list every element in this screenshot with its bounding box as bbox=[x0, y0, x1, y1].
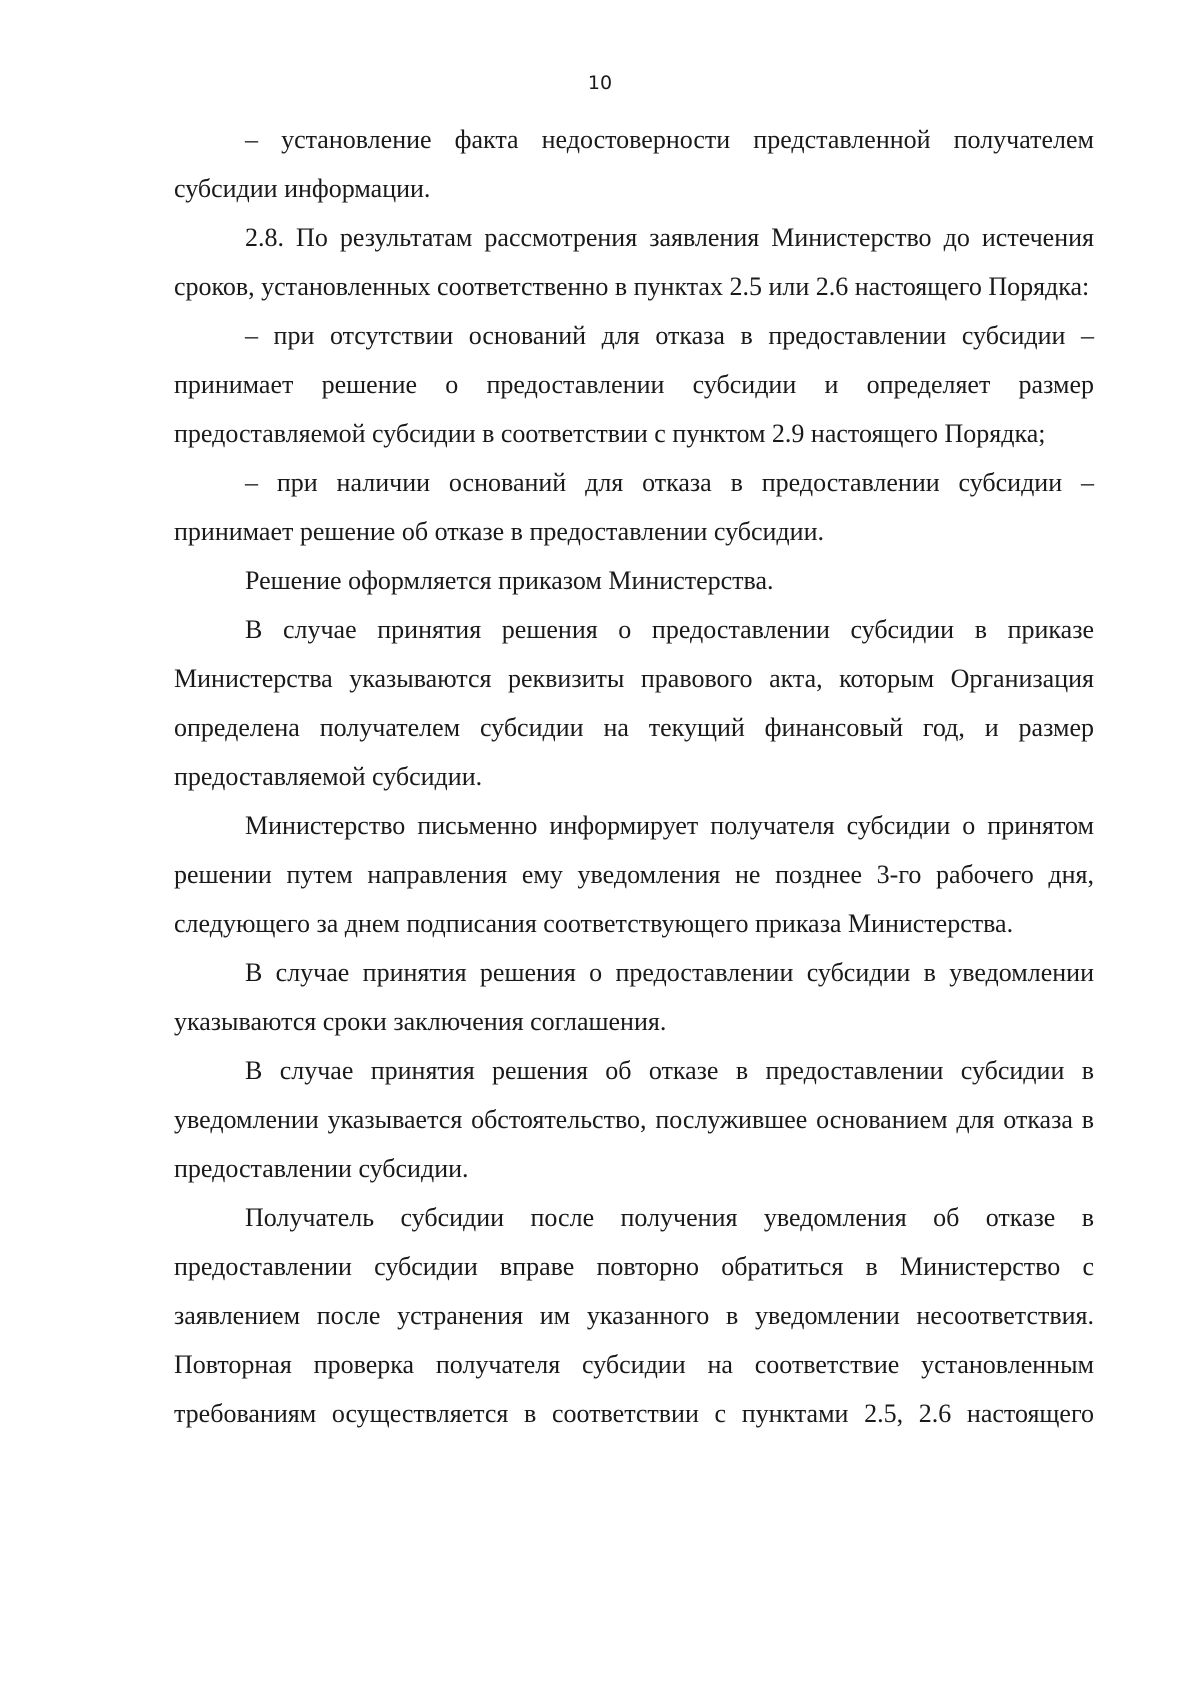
paragraph-no-refusal-grounds: – при отсутствии оснований для отказа в предоставлении субсидии – принимает решение о предоставлении субсидии и определяет размер предоставляемой субсидии в соответствии с пунктом 2.9 настоящего Порядка; bbox=[174, 321, 1094, 448]
paragraph-refusal-reason: В случае принятия решения об отказе в предоставлении субсидии в уведомлении указывается обстоятельство, послужившее основанием для отказа в предоставлении субсидии. bbox=[174, 1056, 1094, 1183]
paragraph-decision-order: Решение оформляется приказом Министерства. bbox=[245, 566, 774, 595]
page-number: 10 bbox=[587, 72, 613, 94]
document-body bbox=[174, 115, 1094, 1438]
paragraph-refusal-grounds: – при наличии оснований для отказа в предоставлении субсидии – принимает решение об отказе в предоставлении субсидии. bbox=[174, 468, 1094, 546]
paragraph-2-8-review-results: 2.8. По результатам рассмотрения заявления Министерство до истечения сроков, установленных соответственно в пунктах 2.5 или 2.6 настоящего Порядка: bbox=[174, 223, 1094, 301]
paragraph-agreement-terms: В случае принятия решения о предоставлении субсидии в уведомлении указываются сроки заключения соглашения. bbox=[174, 958, 1094, 1036]
paragraph-written-notification: Министерство письменно информирует получателя субсидии о принятом решении путем направления ему уведомления не позднее 3-го рабочего дня, следующего за днем подписания соответствующего приказа Министерства. bbox=[174, 811, 1094, 938]
paragraph-reapplication: Получатель субсидии после получения уведомления об отказе в предоставлении субсидии вправе повторно обратиться в Министерство с заявлением после устранения им указанного в уведомлении несоответствия. Повторная проверка получателя субсидии на соответствие установленным требованиям осуществляется в соответствии с пунктами 2.5, 2.6 настоящего bbox=[174, 1203, 1094, 1428]
paragraph-unreliable-info: – установление факта недостоверности представленной получателем субсидии информации. bbox=[174, 125, 1094, 203]
paragraph-order-details: В случае принятия решения о предоставлении субсидии в приказе Министерства указываются реквизиты правового акта, которым Организация определена получателем субсидии на текущий финансовый год, и размер предоставляемой субсидии. bbox=[174, 615, 1094, 791]
